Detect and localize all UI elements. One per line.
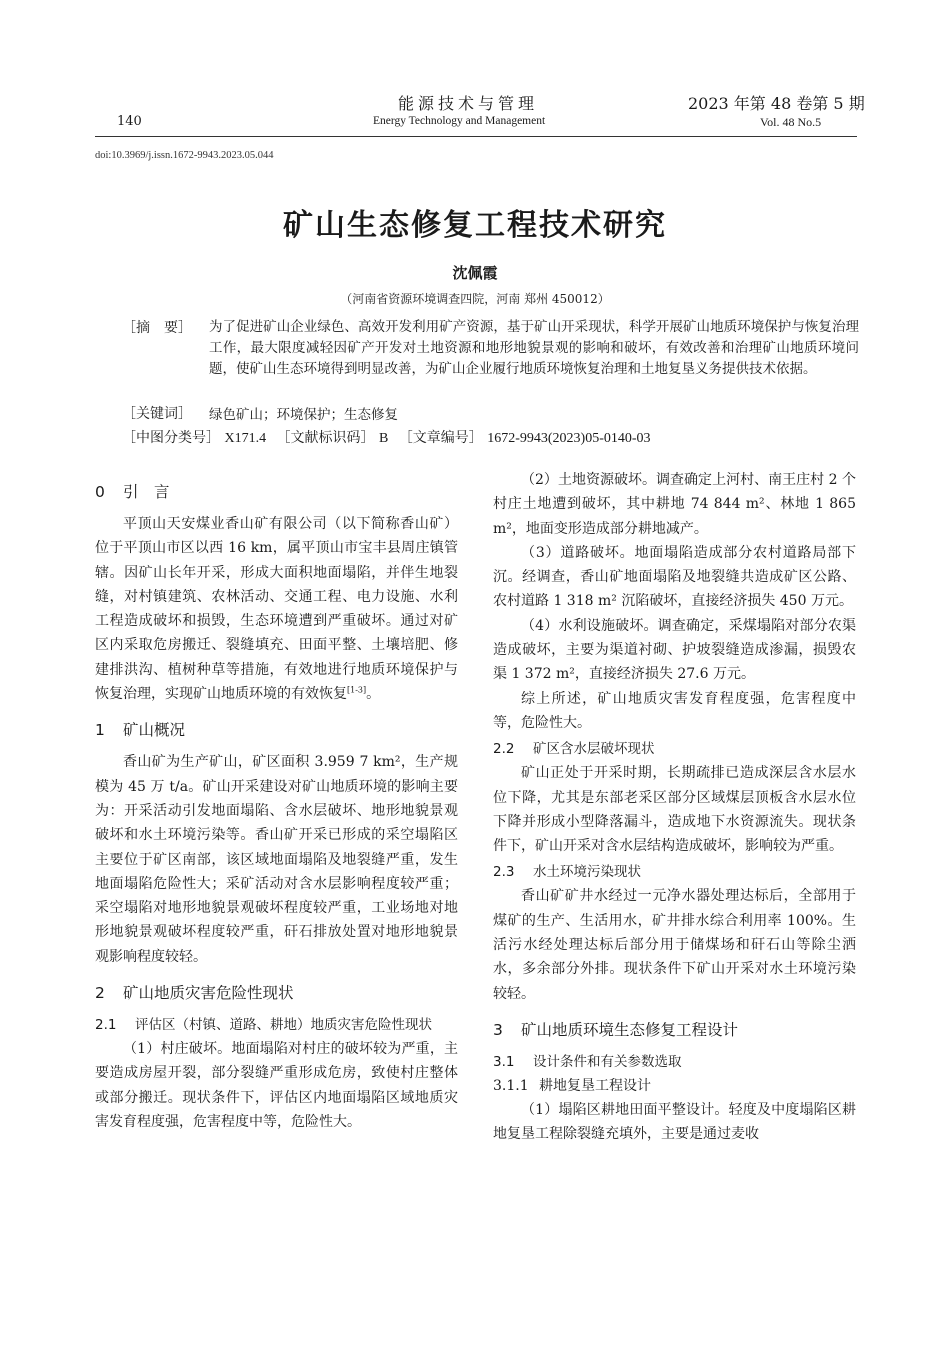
header-rule	[95, 136, 857, 137]
section-heading-0	[95, 480, 458, 504]
affiliation: （河南省资源环境调查四院，河南 郑州 450012）	[340, 292, 610, 306]
doc-code-label: ［文献标识码］	[276, 430, 375, 446]
paragraph: 香山矿为生产矿山，矿区面积 3.959 7 km²，生产规模为 45 万 t/a。矿山开采建设对矿山地质环境的影响主要为：开采活动引发地面塌陷、含水层破坏、地形地貌景观破坏和水土环境污染等。香山矿开采已形成的采空塌陷区主要位于矿区南部，该区域地面塌陷及地裂缝严重，发生地面塌陷危险性大；采矿活动对含水层影响程度较严重；采空塌陷对地形地貌景观破坏程度较严重，工业场地对地形地貌景观破坏程度较严重，矸石排放处置对地形地貌景观影响程度较轻。	[95, 754, 458, 965]
journal-name-en: Energy Technology and Management	[373, 115, 546, 127]
clc-value: X171.4	[224, 431, 267, 446]
author: 沈佩霞	[452, 264, 498, 282]
subsection-title: 评估区（村镇、道路、耕地）地质灾害危险性现状	[135, 1017, 432, 1034]
section-number: 2	[95, 984, 105, 1003]
issue-info-cn: 2023 年第 48 卷第 5 期	[688, 94, 865, 113]
body-column-left	[95, 468, 458, 1134]
paragraph: （2）土地资源破坏。调查确定上河村、南王庄村 2 个村庄土地遭到破坏，其中耕地 74 844 m²、林地 1 865 m²，地面变形造成部分耕地减产。	[493, 472, 856, 537]
classification-line	[122, 427, 657, 447]
paragraph: 香山矿矿井水经过一元净水器处理达标后，全部用于煤矿的生产、生活用水，矿井排水综合利用率 100%。生活污水经处理达标后部分用于储煤场和矸石山等除尘洒水，多余部分外排。现状条件下矿山开采对水土环境污染较轻。	[493, 888, 856, 1002]
journal-name-cn: 能源技术与管理	[398, 94, 539, 113]
subsection-title: 矿区含水层破坏现状	[533, 741, 655, 758]
clc-label: ［中图分类号］	[122, 430, 220, 446]
section-number: 3	[493, 1020, 503, 1039]
section-title: 矿山地质灾害危险性现状	[123, 984, 294, 1003]
keywords-text: 绿色矿山；环境保护；生态修复	[209, 407, 398, 423]
doc-code-value: B	[378, 431, 389, 446]
abstract-label: ［摘 要］	[122, 320, 192, 336]
subsubsection-number: 3.1.1	[493, 1077, 529, 1094]
article-number-value: 1672-9943(2023)05-0140-03	[487, 431, 651, 446]
citation-ref[interactable]: [1-3]	[347, 685, 367, 695]
body-column-right	[493, 468, 856, 1147]
subsection-title: 设计条件和有关参数选取	[533, 1053, 682, 1070]
paragraph: 综上所述，矿山地质灾害发育程度强，危害程度中等，危险性大。	[493, 690, 856, 731]
subsection-heading-2-3	[493, 860, 856, 884]
subsection-number: 2.2	[493, 741, 515, 758]
subsection-title: 水土环境污染现状	[533, 864, 641, 881]
paragraph: （1）塌陷区耕地田面平整设计。轻度及中度塌陷区耕地复垦工程除裂缝充填外，主要是通过麦收	[493, 1101, 856, 1143]
section-heading-3	[493, 1018, 856, 1042]
subsection-number: 2.1	[95, 1017, 117, 1034]
keywords-label: ［关键词］	[122, 406, 192, 422]
subsection-heading-2-2	[493, 737, 856, 761]
paragraph: （1）村庄破坏。地面塌陷对村庄的破坏较为严重，主要造成房屋开裂，部分裂缝严重形成危房，致使村庄整体或部分搬迁。现状条件下，评估区内地面塌陷区域地质灾害发育程度强，危害程度中等，危险性大。	[95, 1041, 458, 1130]
abstract-text: 为了促进矿山企业绿色、高效开发利用矿产资源，基于矿山开采现状，科学开展矿山地质环境保护与恢复治理工作，最大限度减轻因矿产开发对土地资源和地形地貌景观的影响和破坏，有效改善和治理矿山地质环境问题，使矿山生态环境得到明显改善，为矿山企业履行地质环境恢复治理和土地复垦义务提供技术依据。	[209, 319, 859, 377]
section-title: 矿山概况	[123, 721, 186, 740]
subsection-heading-3-1	[493, 1050, 856, 1074]
subsection-number: 2.3	[493, 864, 515, 881]
section-number: 0	[95, 483, 105, 501]
issue-info-en: Vol. 48 No.5	[760, 115, 822, 129]
subsection-number: 3.1	[493, 1053, 515, 1070]
article-number-label: ［文章编号］	[398, 430, 483, 446]
section-number: 1	[95, 721, 105, 740]
page-number: 140	[117, 114, 142, 129]
section-title: 引 言	[123, 483, 170, 501]
paragraph: （4）水利设施破坏。调查确定，采煤塌陷对部分农渠造成破坏，主要为渠道衬砌、护坡裂缝造成渗漏，损毁农渠 1 372 m²，直接经济损失 27.6 万元。	[493, 617, 856, 683]
paragraph: 矿山正处于开采时期，长期疏排已造成深层含水层水位下降，尤其是东部老采区部分区域煤层顶板含水层水位下降并形成小型降落漏斗，造成地下水资源流失。现状条件下，矿山开采对含水层结构造成破坏，影响较为严重。	[493, 765, 856, 855]
paragraph: （3）道路破坏。地面塌陷造成部分农村道路局部下沉。经调查，香山矿地面塌陷及地裂缝共造成矿区公路、农村道路 1 318 m² 沉陷破坏，直接经济损失 450 万元。	[493, 544, 856, 610]
section-title: 矿山地质环境生态修复工程设计	[521, 1020, 739, 1039]
section-heading-2	[95, 981, 458, 1005]
paragraph: 平顶山天安煤业香山矿有限公司（以下简称香山矿）位于平顶山市区以西 16 km，属平顶山市宝丰县周庄镇管辖。因矿山长年开采，形成大面积地面塌陷，并伴生地裂缝，对村镇建筑、农林活动、交通工程、电力设施、水利工程造成破坏和损毁，生态环境遭到严重破坏。通过对矿区内采取危房搬迁、裂缝填充、田面平整、土壤培肥、修建排洪沟、植树种草等措施，有效地进行地质环境保护与恢复治理，实现矿山地质环境的有效恢复[1-3]。	[95, 516, 458, 703]
doi: doi:10.3969/j.issn.1672-9943.2023.05.044	[95, 150, 274, 161]
subsubsection-title: 耕地复垦工程设计	[539, 1077, 651, 1094]
subsubsection-heading-3-1-1	[493, 1074, 856, 1098]
paper-title: 矿山生态修复工程技术研究	[283, 208, 667, 243]
section-heading-1	[95, 718, 458, 742]
subsection-heading-2-1	[95, 1013, 458, 1037]
